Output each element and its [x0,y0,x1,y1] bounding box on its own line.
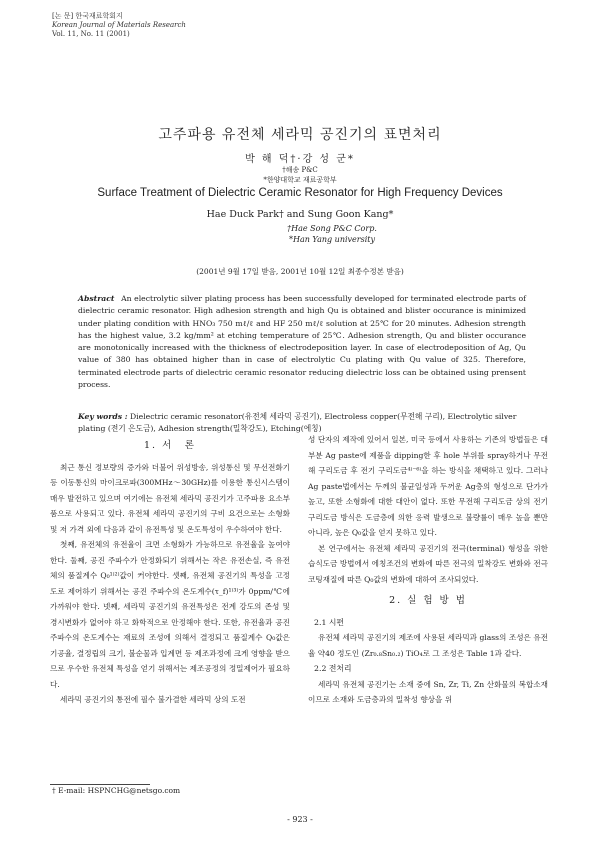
title-english: Surface Treatment of Dielectric Ceramic Resonator for High Frequency Devices [97,187,503,199]
methods-paragraph-2: 세라믹 유전체 공진기는 소재 중에 Sn, Zr, Ti, Zn 산화물의 복합소재이므로 소재와 도금층과의 밀착성 향상을 위 [308,679,548,704]
intro-paragraph-5: 본 연구에서는 유전체 세라믹 공진기의 전극(terminal) 형성을 위한 습식도금 방법에서 에칭조건의 변화에 따른 전극의 밀착강도 변화와 전극코팅재질에 따른 Q₀값의 변화에 대하여 조사되었다. [308,543,548,584]
subsection-2-2-title: 2.2 전처리 [314,664,352,673]
section-1-title: 1. 서 론 [144,440,196,451]
affiliation-en-1: †Hae Song P&C Corp. [287,224,377,233]
journal-header [52,12,186,39]
journal-header-line1: [논 문] 한국재료학회지 [52,12,123,20]
affiliations-english [32,223,600,245]
intro-paragraph-2: 첫째, 유전체의 유전율이 크면 소형화가 가능하므로 유전율을 높여야 한다. 둘째, 공진 주파수가 안정화되기 위해서는 작은 유전손실, 즉 유전체의 품질계수 Q₀¹⁾²⁾값이 커야한다. 셋째, 유전체 공진기의 특성을 고정도로 제어하기 위해서는 공진 주파수의 온도계수(τ_f)¹⁾³⁾가 0ppm/℃에 가까워야 한다. 넷째, 세라믹 공진기의 유전특성은 전계 강도의 존성 및 경시변화가 없어야 하고 화학적으로 안정해야 한다. 또한, 유전율과 공진 주파수의 온도계수는 재료의 조성에 의해서 결정되고 품질계수 Q₀값은 기공율, 결정립의 크기, 불순물과 입계면 등 제조과정에 크게 영향을 받으므로 우수한 유전체 특성을 얻기 위해서는 제조공정의 정밀제어가 필요하다. [50,540,290,689]
title-korean: 고주파용 유전체 세라믹 공진기의 표면처리 [158,127,442,143]
intro-paragraph-4: 성 단자의 제작에 있어서 일본, 미국 등에서 사용하는 기존의 방법들은 대부분 Ag paste에 제품을 dipping한 후 hole 부위를 spray하거나 무전해 구리도금 후 전기 구리도금⁴⁾⁻⁶⁾을 하는 방식을 채택하고 있다. 그러나 Ag paste법에서는 두께의 불균일성과 두꺼운 Ag층의 형성으로 단가가 높고, 또한 소형화에 대한 대안이 없다. 또한 무전해 구리도금 상의 전기 구리도금 방식은 도금층에 의한 응력 발생으로 불량률이 매우 높을 뿐만 아니라, 높은 Q₀값을 얻지 못하고 있다. [308,435,548,537]
abstract-text: An electrolytic silver plating process has been successfully developed for terminated electrode parts of dielectric ceramic resonator. High adhesion strength and high Qu is obtained and blister occurance is minimized under plating condition with HNO₃ 750 mℓ/ℓ and HF 250 mℓ/ℓ solution at 25℃ for 20 minutes. Adhesion strength has the highest value, 3.2 kg/mm² at etching temperature of 25℃. Adhesion strength, Qu and blister occurance are monotonically increased with the thickness of electrodeposition layer. In case of electrodeposition of Ag, Qu value of 380 has obtained higher than in case of electrolytic Cu plating with Qu value of 325. Therefore, terminated electrode parts of dielectric ceramic resonator reducing dielectric loss can be obtained using prensent process. [78,294,526,390]
abstract [78,293,526,391]
received-dates: (2001년 9월 17일 받음, 2001년 10월 12일 최종수정본 받음) [196,267,404,276]
right-column [308,432,548,708]
affiliations-korean [0,165,600,185]
affiliation-kr-1: †해송 P&C [282,166,318,174]
section-2-title: 2. 실 험 방 법 [389,595,467,606]
left-column [50,432,290,708]
journal-header-line2: Korean Journal of Materials Research [52,21,186,29]
footnote-email: † E-mail: HSPNCHG@netsgo.com [52,786,181,795]
intro-paragraph-3: 세라믹 공진기의 통전에 필수 불가결한 세라믹 상의 도전 [60,695,246,704]
methods-paragraph-1: 유전체 세라믹 공진기의 제조에 사용된 세라믹과 glass의 조성은 유전율 약40 정도인 (Zr₀.₈Sn₀.₂) TiO₄로 그 조성은 Table 1과 같다. [308,633,548,658]
authors-korean: 박 해 덕†·강 성 군* [245,154,355,165]
authors-english: Hae Duck Park† and Sung Goon Kang* [206,209,394,220]
keywords-text: Dielectric ceramic resonator(유전체 세라믹 공진기), Electroless copper(무전해 구리), Electrolytic silver plating (전기 은도금), Adhesion strength(밀착강도), Etching(에칭) [78,412,517,434]
abstract-label: Abstract [78,294,115,303]
journal-header-line3: Vol. 11, No. 11 (2001) [52,30,130,38]
affiliation-en-2: *Han Yang university [288,235,376,244]
page-number: - 923 - [287,815,313,824]
affiliation-kr-2: *한양대학교 재료공학부 [263,176,337,184]
intro-paragraph-1: 최근 통신 정보량의 증가와 더불어 위성방송, 위성통신 및 무선전화기 등 이동통신의 마이크로파(300MHz～30GHz)를 이용한 통신시스템이 매우 발전하고 있으며 여기에는 유전체 세라믹 공진기가 고주파용 요소부품으로 사용되고 있다. 유전체 세라믹 공진기의 구비 요건으로는 소형화 및 저 가격 외에 다음과 같이 유전특성 및 온도특성이 우수하여야 한다. [50,462,290,534]
subsection-2-1-title: 2.1 시편 [314,617,344,627]
keywords-label: Key words : [78,412,128,421]
footnote-divider [50,784,150,785]
